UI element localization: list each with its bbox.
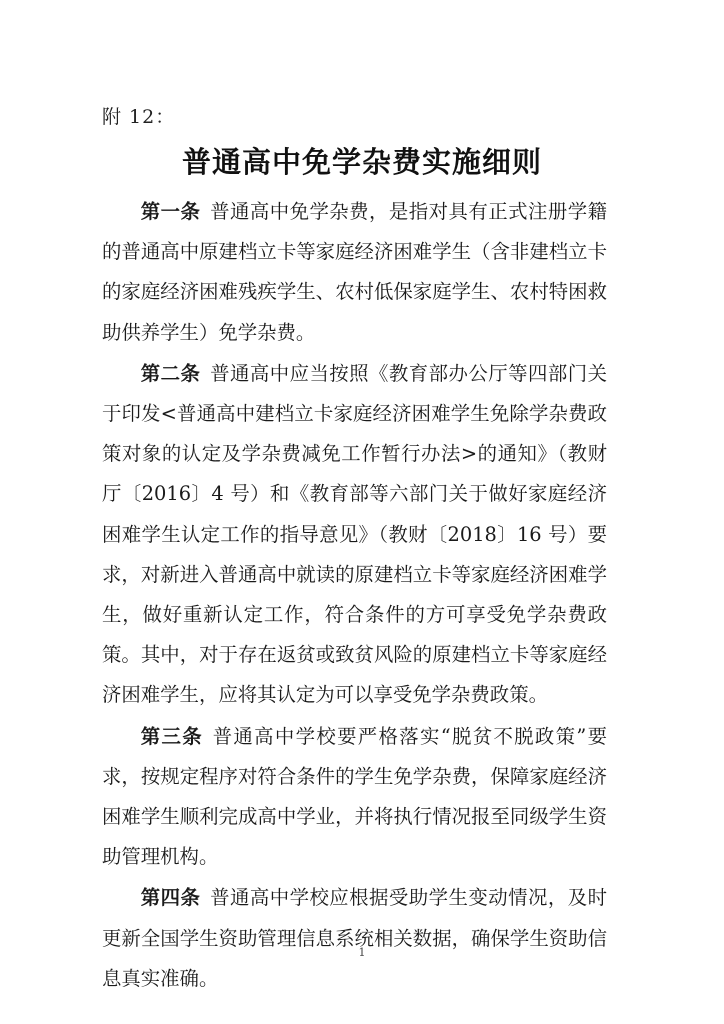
article-4	[102, 878, 607, 999]
article-label: 第三条	[140, 724, 203, 748]
article-text: 普通高中应当按照《教育部办公厅等四部门关于印发<普通高中建档立卡家庭经济困难学生免除学杂费政策对象的认定及学杂费减免工作暂行办法>的通知》（教财厅〔2016〕4 号）和《教育部等六部门关于做好家庭经济困难学生认定工作的指导意见》（教财〔2018〕16 号）要求，对新进入普通高中就读的原建档立卡等家庭经济困难学生，做好重新认定工作，符合条件的方可享受免学杂费政策。其中，对于存在返贫或致贫风险的原建档立卡等家庭经济困难学生，应将其认定为可以享受免学杂费政策。	[102, 361, 608, 707]
article-text: 普通高中免学杂费，是指对具有正式注册学籍的普通高中原建档立卡等家庭经济困难学生（含非建档立卡的家庭经济困难残疾学生、农村低保家庭学生、农村特困救助供养学生）免学杂费。	[102, 200, 608, 344]
article-text: 普通高中学校要严格落实“脱贫不脱政策”要求，按规定程序对符合条件的学生免学杂费，保障家庭经济困难学生顺利完成高中学业，并将执行情况报至同级学生资助管理机构。	[102, 724, 608, 869]
document-body	[102, 192, 607, 1000]
article-label: 第四条	[140, 886, 201, 910]
article-3	[102, 717, 607, 878]
article-2	[102, 354, 607, 716]
article-1	[102, 192, 607, 353]
article-label: 第二条	[140, 361, 201, 385]
attachment-label: 附 12：	[102, 106, 176, 128]
article-text: 普通高中学校应根据受助学生变动情况，及时更新全国学生资助管理信息系统相关数据，确保学生资助信息真实准确。	[102, 886, 608, 990]
article-label: 第一条	[140, 200, 201, 223]
page-number: 1	[358, 946, 366, 959]
document-title: 普通高中免学杂费实施细则	[181, 145, 542, 179]
